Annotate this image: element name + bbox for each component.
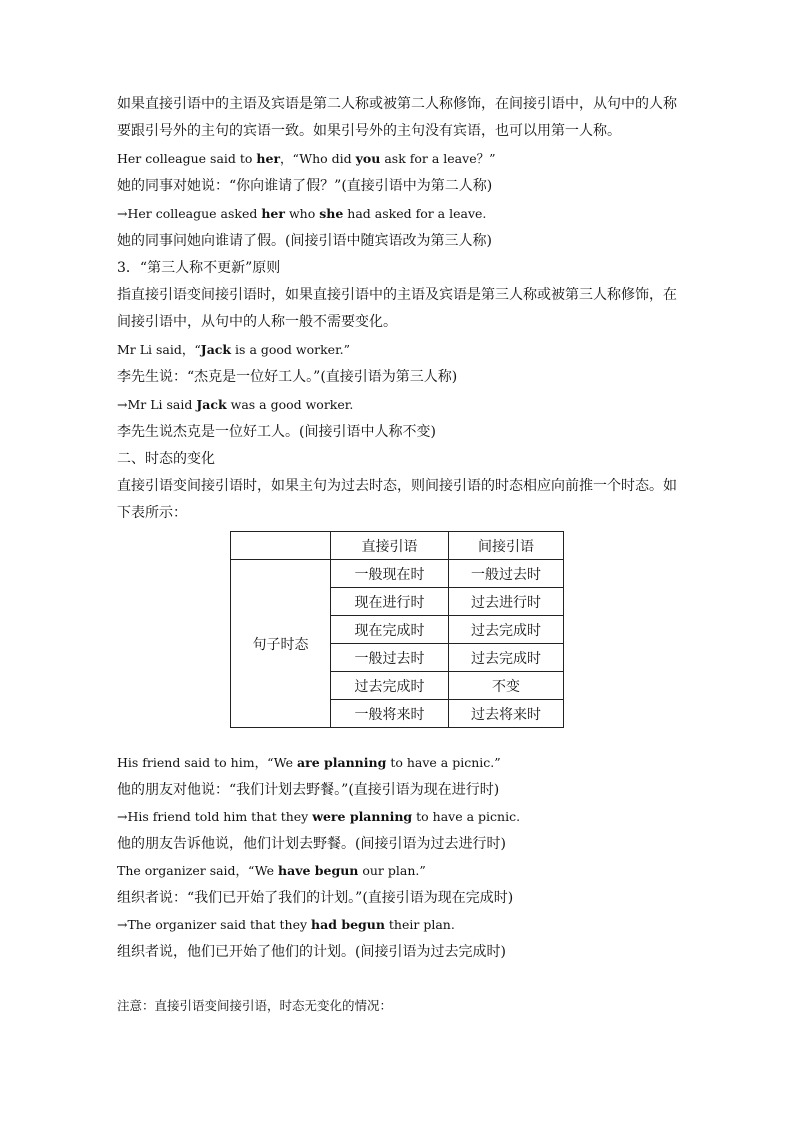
table-cell: 过去将来时 xyxy=(449,700,564,728)
text-line: 间接引语中，从句中的人称一般不需要变化。 xyxy=(117,314,397,330)
table-cell: 现在完成时 xyxy=(331,616,449,644)
translation: 他的朋友对他说：“我们计划去野餐。”(直接引语为现在进行时) xyxy=(117,782,500,798)
table-cell: 过去完成时 xyxy=(449,644,564,672)
text-line: 指直接引语变间接引语时，如果直接引语中的主语及宾语是第三人称或被第三人称修饰，在 xyxy=(117,287,677,303)
example-sentence: →The organizer said that they had begun their plan. xyxy=(117,917,455,932)
example-sentence: →Mr Li said Jack was a good worker. xyxy=(117,397,354,412)
table-header-row xyxy=(231,532,564,560)
example-sentence: The organizer said，“We have begun our plan.” xyxy=(117,863,426,878)
tense-table xyxy=(230,531,564,728)
example-sentence: Her colleague said to her，“Who did you ask for a leave？” xyxy=(117,151,496,166)
table-cell: 一般现在时 xyxy=(331,560,449,588)
table-cell: 过去完成时 xyxy=(331,672,449,700)
table-cell: 现在进行时 xyxy=(331,588,449,616)
example-sentence: His friend said to him，“We are planning to have a picnic.” xyxy=(117,755,501,770)
table-cell: 不变 xyxy=(449,672,564,700)
translation: 李先生说：“杰克是一位好工人。”(直接引语为第三人称) xyxy=(117,369,458,385)
row-label-cell: 句子时态 xyxy=(231,560,331,728)
translation: 组织者说：“我们已开始了我们的计划。”(直接引语为现在完成时) xyxy=(117,890,514,906)
translation: 她的同事对她说：“你向谁请了假？”(直接引语中为第二人称) xyxy=(117,178,493,194)
example-sentence: →Her colleague asked her who she had asked for a leave. xyxy=(117,206,487,221)
note-line: 注意：直接引语变间接引语，时态无变化的情况： xyxy=(117,998,393,1013)
table-cell: 一般过去时 xyxy=(449,560,564,588)
table-header-cell xyxy=(231,532,331,560)
translation: 组织者说，他们已开始了他们的计划。(间接引语为过去完成时) xyxy=(117,944,506,960)
table-cell: 一般过去时 xyxy=(331,644,449,672)
table-cell: 一般将来时 xyxy=(331,700,449,728)
translation: 他的朋友告诉他说，他们计划去野餐。(间接引语为过去进行时) xyxy=(117,836,506,852)
section-heading: 3．“第三人称不更新”原则 xyxy=(117,260,281,276)
section-heading: 二、时态的变化 xyxy=(117,451,215,467)
text-line: 下表所示： xyxy=(117,505,187,521)
table-header-cell: 间接引语 xyxy=(449,532,564,560)
table-row xyxy=(231,560,564,588)
example-sentence: →His friend told him that they were planning to have a picnic. xyxy=(117,809,521,824)
table-cell: 过去完成时 xyxy=(449,616,564,644)
text-line: 要跟引号外的主句的宾语一致。如果引号外的主句没有宾语，也可以用第一人称。 xyxy=(117,123,621,139)
text-line: 直接引语变间接引语时，如果主句为过去时态，则间接引语的时态相应向前推一个时态。如 xyxy=(117,478,677,494)
table-cell: 过去进行时 xyxy=(449,588,564,616)
translation: 她的同事问她向谁请了假。(间接引语中随宾语改为第三人称) xyxy=(117,233,492,249)
table-header-cell: 直接引语 xyxy=(331,532,449,560)
text-line: 如果直接引语中的主语及宾语是第二人称或被第二人称修饰，在间接引语中，从句中的人称 xyxy=(117,96,677,112)
example-sentence: Mr Li said，“Jack is a good worker.” xyxy=(117,342,351,357)
translation: 李先生说杰克是一位好工人。(间接引语中人称不变) xyxy=(117,424,436,440)
